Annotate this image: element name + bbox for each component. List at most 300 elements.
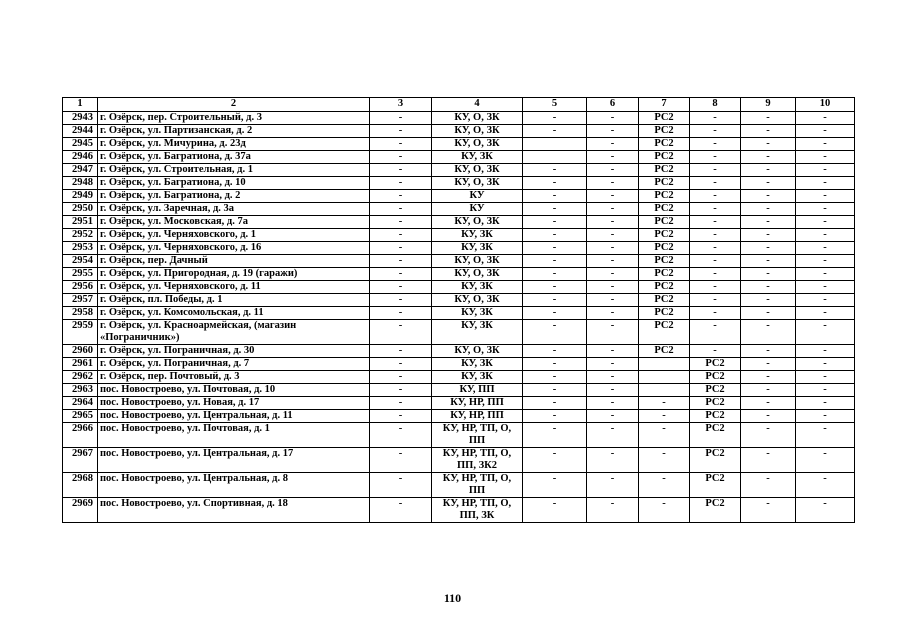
col8-cell: - <box>690 125 741 138</box>
col10-cell: - <box>796 190 855 203</box>
col7-cell <box>639 384 690 397</box>
col3-cell: - <box>370 229 432 242</box>
col10-cell: - <box>796 358 855 371</box>
col3-cell: - <box>370 177 432 190</box>
col3-cell: - <box>370 473 432 498</box>
col8-cell: - <box>690 164 741 177</box>
col7-cell <box>639 371 690 384</box>
col9-cell: - <box>741 138 796 151</box>
col9-cell: - <box>741 125 796 138</box>
col3-cell: - <box>370 138 432 151</box>
col5-cell: - <box>523 203 587 216</box>
col4-cell: КУ <box>432 203 523 216</box>
col4-cell: КУ, О, ЗК <box>432 216 523 229</box>
col6-cell: - <box>587 423 639 448</box>
table-row <box>63 384 855 397</box>
col6-cell: - <box>587 345 639 358</box>
col8-cell: - <box>690 345 741 358</box>
col7-cell: РС2 <box>639 177 690 190</box>
table-row <box>63 255 855 268</box>
col4-cell: КУ, НР, ТП, О, ПП <box>432 473 523 498</box>
col6-cell: - <box>587 190 639 203</box>
col7-cell: РС2 <box>639 320 690 345</box>
row-number: 2968 <box>63 473 98 498</box>
table-row <box>63 164 855 177</box>
row-number: 2950 <box>63 203 98 216</box>
address-cell: г. Озёрск, ул. Строительная, д. 1 <box>98 164 370 177</box>
col4-cell: КУ, ЗК <box>432 358 523 371</box>
col7-cell: РС2 <box>639 294 690 307</box>
col9-cell: - <box>741 229 796 242</box>
col7-cell: РС2 <box>639 151 690 164</box>
col6-cell: - <box>587 255 639 268</box>
col5-cell: - <box>523 423 587 448</box>
col4-cell: КУ, НР, ТП, О, ПП, ЗК2 <box>432 448 523 473</box>
col10-cell: - <box>796 294 855 307</box>
col5-cell: - <box>523 242 587 255</box>
row-number: 2954 <box>63 255 98 268</box>
col10-cell: - <box>796 473 855 498</box>
col8-cell: - <box>690 203 741 216</box>
col5-cell: - <box>523 268 587 281</box>
col9-cell: - <box>741 498 796 523</box>
col9-cell: - <box>741 384 796 397</box>
col7-cell: - <box>639 397 690 410</box>
address-cell: пос. Новостроево, ул. Почтовая, д. 10 <box>98 384 370 397</box>
address-cell: г. Озёрск, ул. Партизанская, д. 2 <box>98 125 370 138</box>
address-cell: г. Озёрск, ул. Мичурина, д. 23д <box>98 138 370 151</box>
col9-cell: - <box>741 112 796 125</box>
address-cell: пос. Новостроево, ул. Спортивная, д. 18 <box>98 498 370 523</box>
col5-cell: - <box>523 125 587 138</box>
col9-cell: - <box>741 255 796 268</box>
table-row <box>63 358 855 371</box>
col3-cell: - <box>370 448 432 473</box>
col6-cell: - <box>587 410 639 423</box>
col4-cell: КУ, ЗК <box>432 281 523 294</box>
col3-cell: - <box>370 423 432 448</box>
col3-cell: - <box>370 410 432 423</box>
col4-cell: КУ, ПП <box>432 384 523 397</box>
col4-cell: КУ, О, ЗК <box>432 345 523 358</box>
col8-cell: РС2 <box>690 358 741 371</box>
table-row <box>63 294 855 307</box>
column-header-9: 9 <box>741 98 796 112</box>
col7-cell: РС2 <box>639 190 690 203</box>
address-cell: г. Озёрск, ул. Пограничная, д. 7 <box>98 358 370 371</box>
col9-cell: - <box>741 151 796 164</box>
col3-cell: - <box>370 358 432 371</box>
address-cell: г. Озёрск, ул. Комсомольская, д. 11 <box>98 307 370 320</box>
row-number: 2949 <box>63 190 98 203</box>
col10-cell: - <box>796 216 855 229</box>
col10-cell: - <box>796 320 855 345</box>
col7-cell: РС2 <box>639 125 690 138</box>
address-cell: пос. Новостроево, ул. Центральная, д. 11 <box>98 410 370 423</box>
row-number: 2945 <box>63 138 98 151</box>
column-header-6: 6 <box>587 98 639 112</box>
col8-cell: - <box>690 112 741 125</box>
col9-cell: - <box>741 268 796 281</box>
col6-cell: - <box>587 294 639 307</box>
col5-cell: - <box>523 112 587 125</box>
column-header-8: 8 <box>690 98 741 112</box>
col8-cell: РС2 <box>690 410 741 423</box>
col7-cell: РС2 <box>639 203 690 216</box>
col5-cell: - <box>523 397 587 410</box>
row-number: 2956 <box>63 281 98 294</box>
col6-cell: - <box>587 242 639 255</box>
col7-cell: - <box>639 448 690 473</box>
col7-cell: РС2 <box>639 281 690 294</box>
table-row <box>63 371 855 384</box>
col4-cell: КУ, НР, ТП, О, ПП <box>432 423 523 448</box>
col8-cell: РС2 <box>690 397 741 410</box>
col3-cell: - <box>370 125 432 138</box>
col8-cell: - <box>690 229 741 242</box>
col8-cell: - <box>690 255 741 268</box>
col10-cell: - <box>796 410 855 423</box>
col5-cell: - <box>523 190 587 203</box>
col7-cell: РС2 <box>639 242 690 255</box>
table-row <box>63 151 855 164</box>
col8-cell: РС2 <box>690 498 741 523</box>
table-row <box>63 242 855 255</box>
col7-cell <box>639 358 690 371</box>
col8-cell: РС2 <box>690 473 741 498</box>
table-row <box>63 473 855 498</box>
col7-cell: РС2 <box>639 268 690 281</box>
col4-cell: КУ, О, ЗК <box>432 164 523 177</box>
row-number: 2948 <box>63 177 98 190</box>
table-body <box>63 98 855 523</box>
address-cell: г. Озёрск, ул. Багратиона, д. 2 <box>98 190 370 203</box>
address-cell: г. Озёрск, пер. Почтовый, д. 3 <box>98 371 370 384</box>
col10-cell: - <box>796 397 855 410</box>
column-header-5: 5 <box>523 98 587 112</box>
address-cell: г. Озёрск, ул. Красноармейская, (магазин «Пограничник») <box>98 320 370 345</box>
table-row <box>63 125 855 138</box>
col7-cell: РС2 <box>639 345 690 358</box>
col10-cell: - <box>796 164 855 177</box>
col6-cell: - <box>587 397 639 410</box>
col5-cell: - <box>523 473 587 498</box>
col6-cell: - <box>587 138 639 151</box>
col9-cell: - <box>741 448 796 473</box>
row-number: 2944 <box>63 125 98 138</box>
col7-cell: РС2 <box>639 164 690 177</box>
page-number: 110 <box>443 591 462 605</box>
row-number: 2967 <box>63 448 98 473</box>
address-cell: г. Озёрск, ул. Пригородная, д. 19 (гаражи) <box>98 268 370 281</box>
col3-cell: - <box>370 151 432 164</box>
col6-cell: - <box>587 268 639 281</box>
table-row <box>63 410 855 423</box>
row-number: 2957 <box>63 294 98 307</box>
row-number: 2960 <box>63 345 98 358</box>
col8-cell: - <box>690 242 741 255</box>
col4-cell: КУ, О, ЗК <box>432 125 523 138</box>
col4-cell: КУ, ЗК <box>432 307 523 320</box>
col3-cell: - <box>370 384 432 397</box>
col7-cell: - <box>639 498 690 523</box>
address-cell: г. Озёрск, ул. Черняховского, д. 11 <box>98 281 370 294</box>
col5-cell: - <box>523 320 587 345</box>
col10-cell: - <box>796 345 855 358</box>
col10-cell: - <box>796 203 855 216</box>
col4-cell: КУ, ЗК <box>432 371 523 384</box>
row-number: 2959 <box>63 320 98 345</box>
column-header-4: 4 <box>432 98 523 112</box>
col6-cell: - <box>587 229 639 242</box>
col3-cell: - <box>370 498 432 523</box>
address-cell: г. Озёрск, ул. Черняховского, д. 16 <box>98 242 370 255</box>
col9-cell: - <box>741 203 796 216</box>
col4-cell: КУ, О, ЗК <box>432 138 523 151</box>
col4-cell: КУ, ЗК <box>432 151 523 164</box>
col8-cell: РС2 <box>690 371 741 384</box>
address-cell: г. Озёрск, ул. Пограничная, д. 30 <box>98 345 370 358</box>
table-row <box>63 229 855 242</box>
col9-cell: - <box>741 410 796 423</box>
col7-cell: РС2 <box>639 255 690 268</box>
col6-cell: - <box>587 125 639 138</box>
table-row <box>63 498 855 523</box>
address-cell: г. Озёрск, ул. Заречная, д. 3а <box>98 203 370 216</box>
table-row <box>63 177 855 190</box>
table-row <box>63 190 855 203</box>
col5-cell: - <box>523 177 587 190</box>
col10-cell: - <box>796 384 855 397</box>
row-number: 2952 <box>63 229 98 242</box>
col3-cell: - <box>370 216 432 229</box>
col9-cell: - <box>741 242 796 255</box>
address-cell: пос. Новостроево, ул. Центральная, д. 17 <box>98 448 370 473</box>
table-row <box>63 307 855 320</box>
col9-cell: - <box>741 164 796 177</box>
col5-cell: - <box>523 384 587 397</box>
address-cell: г. Озёрск, пер. Строительный, д. 3 <box>98 112 370 125</box>
col5-cell: - <box>523 358 587 371</box>
col4-cell: КУ, О, ЗК <box>432 255 523 268</box>
col4-cell: КУ, НР, ПП <box>432 397 523 410</box>
col5-cell: - <box>523 255 587 268</box>
col7-cell: - <box>639 410 690 423</box>
table-row <box>63 281 855 294</box>
col4-cell: КУ, ЗК <box>432 320 523 345</box>
table-row <box>63 138 855 151</box>
col7-cell: РС2 <box>639 112 690 125</box>
col4-cell: КУ, О, ЗК <box>432 177 523 190</box>
col3-cell: - <box>370 164 432 177</box>
row-number: 2962 <box>63 371 98 384</box>
col9-cell: - <box>741 358 796 371</box>
address-cell: г. Озёрск, пл. Победы, д. 1 <box>98 294 370 307</box>
col10-cell: - <box>796 448 855 473</box>
table-row <box>63 216 855 229</box>
col9-cell: - <box>741 294 796 307</box>
row-number: 2969 <box>63 498 98 523</box>
col3-cell: - <box>370 307 432 320</box>
col8-cell: - <box>690 138 741 151</box>
col4-cell: КУ, ЗК <box>432 229 523 242</box>
col5-cell: - <box>523 294 587 307</box>
row-number: 2953 <box>63 242 98 255</box>
row-number: 2964 <box>63 397 98 410</box>
row-number: 2951 <box>63 216 98 229</box>
col3-cell: - <box>370 268 432 281</box>
col10-cell: - <box>796 307 855 320</box>
col8-cell: РС2 <box>690 384 741 397</box>
col8-cell: РС2 <box>690 448 741 473</box>
table-row <box>63 423 855 448</box>
table-row <box>63 448 855 473</box>
col10-cell: - <box>796 242 855 255</box>
column-header-10: 10 <box>796 98 855 112</box>
col9-cell: - <box>741 371 796 384</box>
row-number: 2947 <box>63 164 98 177</box>
col8-cell: - <box>690 281 741 294</box>
col5-cell: - <box>523 448 587 473</box>
table-row <box>63 203 855 216</box>
col7-cell: РС2 <box>639 307 690 320</box>
col10-cell: - <box>796 255 855 268</box>
col9-cell: - <box>741 216 796 229</box>
col8-cell: - <box>690 320 741 345</box>
row-number: 2958 <box>63 307 98 320</box>
col4-cell: КУ <box>432 190 523 203</box>
table-row <box>63 397 855 410</box>
col9-cell: - <box>741 423 796 448</box>
col6-cell: - <box>587 320 639 345</box>
address-cell: пос. Новостроево, ул. Почтовая, д. 1 <box>98 423 370 448</box>
col5-cell: - <box>523 216 587 229</box>
col9-cell: - <box>741 307 796 320</box>
col3-cell: - <box>370 242 432 255</box>
col6-cell: - <box>587 358 639 371</box>
col3-cell: - <box>370 371 432 384</box>
col4-cell: КУ, НР, ТП, О, ПП, ЗК <box>432 498 523 523</box>
col4-cell: КУ, НР, ПП <box>432 410 523 423</box>
col3-cell: - <box>370 203 432 216</box>
col6-cell: - <box>587 307 639 320</box>
col5-cell: - <box>523 498 587 523</box>
col6-cell: - <box>587 448 639 473</box>
col6-cell: - <box>587 498 639 523</box>
col6-cell: - <box>587 384 639 397</box>
col9-cell: - <box>741 320 796 345</box>
col5-cell: - <box>523 410 587 423</box>
table-row <box>63 268 855 281</box>
address-cell: г. Озёрск, ул. Багратиона, д. 10 <box>98 177 370 190</box>
col8-cell: - <box>690 268 741 281</box>
col8-cell: - <box>690 190 741 203</box>
row-number: 2943 <box>63 112 98 125</box>
address-cell: пос. Новостроево, ул. Центральная, д. 8 <box>98 473 370 498</box>
col9-cell: - <box>741 397 796 410</box>
col6-cell: - <box>587 371 639 384</box>
table-header-row <box>63 98 855 112</box>
row-number: 2961 <box>63 358 98 371</box>
col4-cell: КУ, ЗК <box>432 242 523 255</box>
col6-cell: - <box>587 164 639 177</box>
address-cell: г. Озёрск, пер. Дачный <box>98 255 370 268</box>
col10-cell: - <box>796 112 855 125</box>
address-cell: г. Озёрск, ул. Московская, д. 7а <box>98 216 370 229</box>
col7-cell: РС2 <box>639 229 690 242</box>
col10-cell: - <box>796 281 855 294</box>
col6-cell: - <box>587 216 639 229</box>
address-cell: пос. Новостроево, ул. Новая, д. 17 <box>98 397 370 410</box>
col10-cell: - <box>796 125 855 138</box>
col8-cell: - <box>690 307 741 320</box>
col4-cell: КУ, О, ЗК <box>432 294 523 307</box>
col7-cell: - <box>639 423 690 448</box>
col3-cell: - <box>370 255 432 268</box>
address-cell: г. Озёрск, ул. Черняховского, д. 1 <box>98 229 370 242</box>
col9-cell: - <box>741 345 796 358</box>
table-row <box>63 345 855 358</box>
col3-cell: - <box>370 294 432 307</box>
col3-cell: - <box>370 112 432 125</box>
col9-cell: - <box>741 190 796 203</box>
column-header-2: 2 <box>98 98 370 112</box>
col3-cell: - <box>370 190 432 203</box>
col8-cell: РС2 <box>690 423 741 448</box>
row-number: 2946 <box>63 151 98 164</box>
column-header-7: 7 <box>639 98 690 112</box>
col8-cell: - <box>690 216 741 229</box>
col3-cell: - <box>370 281 432 294</box>
col4-cell: КУ, О, ЗК <box>432 112 523 125</box>
col5-cell: - <box>523 307 587 320</box>
col4-cell: КУ, О, ЗК <box>432 268 523 281</box>
address-cell: г. Озёрск, ул. Багратиона, д. 37а <box>98 151 370 164</box>
table-row <box>63 320 855 345</box>
col7-cell: РС2 <box>639 216 690 229</box>
col10-cell: - <box>796 177 855 190</box>
col7-cell: - <box>639 473 690 498</box>
col10-cell: - <box>796 229 855 242</box>
col6-cell: - <box>587 151 639 164</box>
col6-cell: - <box>587 473 639 498</box>
col5-cell: - <box>523 281 587 294</box>
register-table <box>62 97 855 523</box>
row-number: 2963 <box>63 384 98 397</box>
col5-cell: - <box>523 371 587 384</box>
col8-cell: - <box>690 151 741 164</box>
row-number: 2955 <box>63 268 98 281</box>
col6-cell: - <box>587 112 639 125</box>
col5-cell <box>523 151 587 164</box>
col9-cell: - <box>741 281 796 294</box>
col6-cell: - <box>587 177 639 190</box>
col3-cell: - <box>370 397 432 410</box>
column-header-3: 3 <box>370 98 432 112</box>
col3-cell: - <box>370 345 432 358</box>
column-header-1: 1 <box>63 98 98 112</box>
col3-cell: - <box>370 320 432 345</box>
col9-cell: - <box>741 177 796 190</box>
col7-cell: РС2 <box>639 138 690 151</box>
col10-cell: - <box>796 138 855 151</box>
row-number: 2965 <box>63 410 98 423</box>
col10-cell: - <box>796 151 855 164</box>
col8-cell: - <box>690 294 741 307</box>
col5-cell: - <box>523 345 587 358</box>
col6-cell: - <box>587 203 639 216</box>
col5-cell: - <box>523 229 587 242</box>
